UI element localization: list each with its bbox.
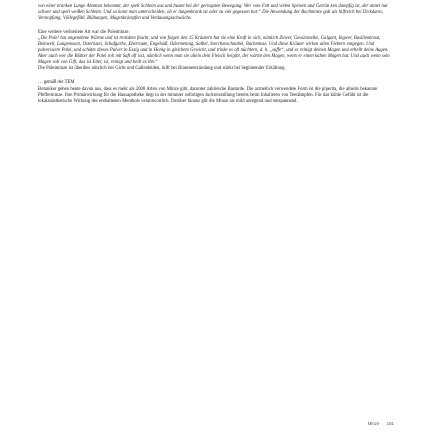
page-number: 181 [386, 421, 394, 426]
section-heading-tem: … gemäß der TEM [38, 80, 75, 86]
footer-label: Minze [367, 421, 380, 426]
paragraph-lung-quote: von einer kranken Lunge Atemnot bekommt, der spelt Schleim aus und hustet bei der geringsten Bewegung. Wer vom Fett und vielen Speisen und Geträn ken dampfig ist, der atmet nur schwer und spelt weißen Schleim. Und so kann man unterscheiden, ob er lungenkrank ist oder zu viel gegessen hat.“ Die Anwendung der Bachminze galt als hilfreich bei Dickdarm, Verstopfung, Völlegefühl, Blähungen, Magenkrämpfen und Verdauungsschwäche. [38, 4, 389, 22]
paragraph-polei-quote: „Die Pole! hat angenehme Wärme und ist trotzdem feucht, und von folgen den 15 Kräutern hat sie eine Kraft in sich, nämlich Zitwer, Gewürznelke, Galgant, Ingwer, Basilienkraut, Beinwell, Lungenwurz, Osterluzei, Schafgarbe, Eberraute, Engelsüß, Odermennig, Salbel, Storchenschnabel, Bachminze. Und diese Kräuter wirken allen Fiebern entgegen. Und pulverisiere Polei, und schütte dieses Pulver in Essig und in Honig in gleichem Gewicht, und trinke es oft nüchtern, d. h. „suffe“, und es reinigt deinen Magen und erhellt deine Augen. Aber auch wer die Blätter der Polei roh mit Saft oft isst, nämlich wenn man sie allein dem Fleisch beigibt, der wärmt den Magen, wenn er einen kalten Magen hat. Und auch wenn sein Magen voll von Gift, das ist Eiter, ist, reinigt und heilt es ihn.“ [38, 36, 390, 66]
spacer [38, 22, 394, 30]
paragraph-poleiminze-intro: Eine weitere verbreitete Art war die Poleiminze. [38, 30, 130, 36]
paragraph-poleiminze-uses: Die Poleiminze ist überdies nützlich bei Gicht und Gallenleiden, hilft bei Blasenentzündung und stärkt bei beginnender Erkältung. [38, 66, 286, 72]
paragraph-tem: Botaniker gehen heute davon aus, dass es mehr als 2000 Arten von Minze gibt, darunter zahlreiche Bastarde. Die arzneilich verwendete Form ist die piperita, die allseits bekannte Pfefferminze. Ihre Primärwirkung für die Hausapotheke liegt in der mitunter sofortigen Juckreizstillung bereits beim Inhalieren von Teedämpfen. Für das kühle Gefühl ist die lokalanästhetische Wirkung des enthaltenen Menthols verantwortlich. Darüber hinaus gilt die Minze als mild anregend und entspannend. [38, 86, 378, 104]
page-footer [368, 421, 394, 426]
spacer [38, 72, 394, 80]
